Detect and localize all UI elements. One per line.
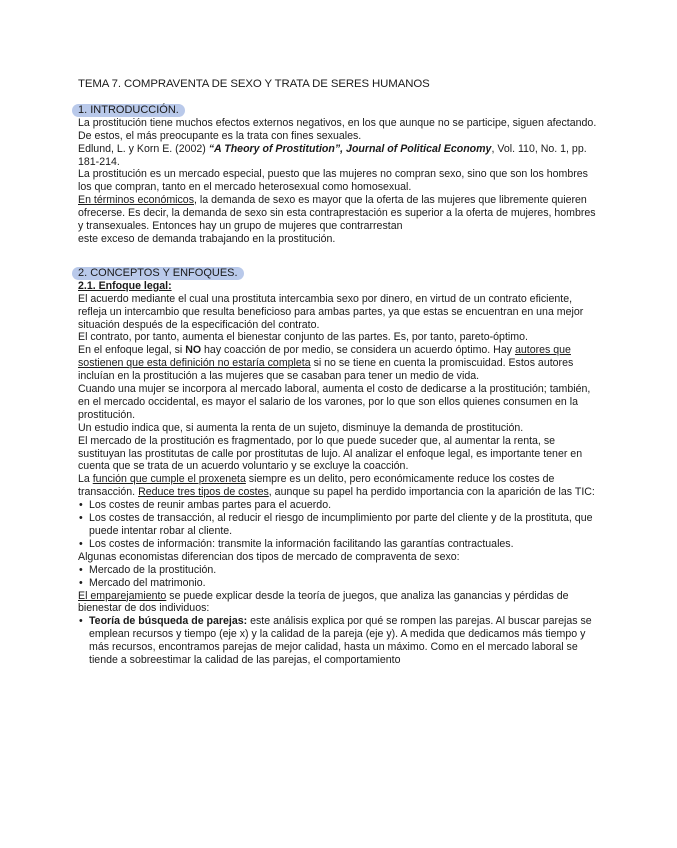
paragraph-text: El mercado de la prostitución es fragmentado, por lo que puede suceder que, al aumentar la renta, se sustituyan las prostitutas de calle por prostitutas de lujo. Al analizar el enfoque legal, es importante tener en cuenta que se trata de un acuerdo voluntario — [78, 434, 583, 473]
citation-title: “A Theory of Prostitution”, Journal of Political Economy — [208, 142, 492, 155]
section-1-heading: 1. INTRODUCCIÓN. — [72, 104, 185, 117]
list-item: • Mercado de la prostitución. — [78, 564, 598, 577]
list-item: • Los costes de información: transmite la información facilitando las garantías contractuales. — [78, 538, 598, 551]
citation — [78, 143, 598, 169]
paragraph — [78, 194, 598, 233]
paragraph-text: y se excluye la coacción. — [291, 460, 409, 473]
paragraph: De estos, el más preocupante es la trata con fines sexuales. — [78, 129, 362, 142]
paragraph — [78, 590, 598, 616]
bold-word: NO — [185, 344, 202, 357]
paragraph-text: si no se tiene en cuenta la promiscuidad. Estos autores incluían en la prostitución a las mujeres que se casaban para tener un medio de vida. — [78, 357, 574, 383]
paragraph-text: siempre es un delito, pero económicamente reduce los costes de transacción. — [78, 473, 555, 499]
citation-details: , Vol. 110, No. 1, pp. 181-214. — [78, 142, 587, 168]
theories-list — [78, 615, 598, 667]
paragraph-text: hay coacción de por medio, se considera un acuerdo óptimo. Hay — [201, 344, 515, 357]
paragraph — [78, 473, 598, 499]
paragraph-text: En el enfoque legal, si — [78, 344, 186, 357]
underlined-phrase: El emparejamiento — [78, 589, 167, 602]
section-2-heading: 2. CONCEPTOS Y ENFOQUES. — [72, 267, 244, 280]
paragraph: La prostitución es un mercado especial, puesto que las mujeres no compran sexo, sino que son los hombres los que compran, tanto en el mercado heterosexual como homosexual. — [78, 168, 588, 194]
list-item-text: este análisis explica por qué se rompen las parejas. Al buscar parejas se emplean recursos y tiempo (eje x) y la calidad de la pareja (eje y). A medida que dedicamos más tiempo y más recursos, encontramos parejas de mejor calidad, hasta un máximo. Como en el mercado laboral se tiende a sobreestimar la calidad de las parejas, el comportamiento — [89, 615, 592, 667]
bold-term: Teoría de búsqueda de parejas: — [89, 615, 248, 628]
list-item: • Los costes de transacción, al reducir el riesgo de incumplimiento por parte del cliente y de la prostituta, que puede intentar robar al cliente. — [78, 512, 598, 538]
paragraph: Un estudio indica que, si aumenta la renta de un sujeto, disminuye la demanda de prostitución. — [78, 421, 524, 434]
paragraph: El acuerdo mediante el cual una prostituta intercambia sexo por dinero, en virtud de un contrato eficiente, refleja un intercambio que resulta beneficioso para ambas partes, ya que estas se encuentran en una mejor situación después de la especificación del contrato. — [78, 292, 584, 331]
underlined-phrase: Reduce tres tipos de costes — [138, 486, 269, 499]
list-item: • Los costes de reunir ambas partes para el acuerdo. — [78, 499, 598, 512]
paragraph: La prostitución tiene muchos efectos externos negativos, en los que aunque no se participe, siguen afectando. — [78, 116, 597, 129]
paragraph: El contrato, por tanto, aumenta el bienestar conjunto de las partes. Es, por tanto, pareto-óptimo. — [78, 331, 528, 344]
underlined-phrase: autores que sostienen que esta definición no estaría completa — [78, 344, 571, 370]
paragraph — [78, 344, 598, 383]
subsection-heading: 2.1. Enfoque legal: — [78, 279, 172, 292]
list-item: • Mercado del matrimonio. — [78, 577, 598, 590]
list-item — [78, 615, 598, 667]
document-title: TEMA 7. COMPRAVENTA DE SEXO Y TRATA DE SERES HUMANOS — [78, 78, 430, 90]
markets-list — [78, 564, 598, 590]
paragraph — [78, 435, 598, 474]
paragraph: este exceso de demanda trabajando en la prostitución. — [78, 232, 336, 245]
paragraph-text: , la demanda de sexo es mayor que la oferta de las mujeres que libremente quieren ofrecerse. Es decir, la demanda de sexo sin esta contraprestación es superior a la oferta de mujeres, hombres y transexuales. Entonces hay un grupo de mujeres que contrarrestan — [78, 194, 596, 233]
paragraph-text: , aunque su papel ha perdido importancia con la aparición de las TIC: — [268, 486, 595, 499]
paragraph: Algunas economistas diferencian dos tipos de mercado de compraventa de sexo: — [78, 550, 460, 563]
paragraph-text: se puede explicar desde la teoría de juegos, que analiza las ganancias y pérdidas de bienestar de dos individuos: — [78, 589, 569, 615]
paragraph-text: La — [78, 473, 93, 486]
citation-authors: Edlund, L. y Korn E. (2002) — [78, 142, 209, 155]
document-body — [78, 78, 598, 667]
costs-list — [78, 499, 598, 551]
paragraph: Cuando una mujer se incorpora al mercado laboral, aumenta el costo de dedicarse a la prostitución; también, en el mercado occidental, es mayor el salario de los varones, por lo que son ellos quienes consumen en la prostitución. — [78, 383, 591, 421]
underlined-phrase: En términos económicos — [78, 194, 194, 207]
underlined-phrase: función que cumple el proxeneta — [92, 473, 246, 486]
